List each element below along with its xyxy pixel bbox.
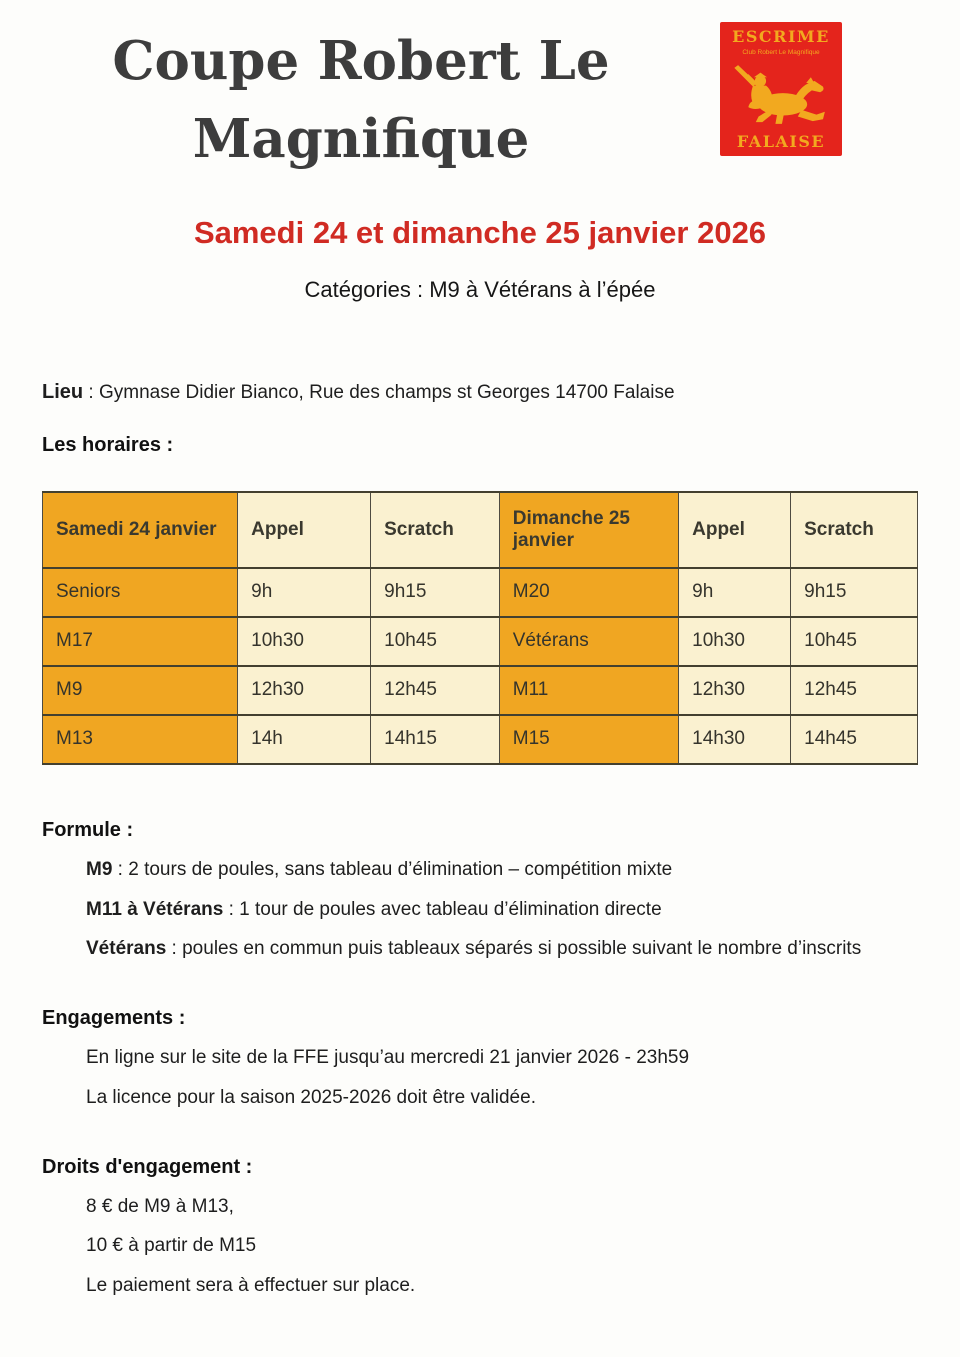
time-cell: 9h xyxy=(679,568,791,617)
formule-item xyxy=(86,937,918,961)
formule-item-text: : poules en commun puis tableaux séparés si possible suivant le nombre d’inscrits xyxy=(166,938,862,960)
category-cell: M13 xyxy=(43,715,238,764)
schedule-row xyxy=(43,617,918,666)
event-date: Samedi 24 et dimanche 25 janvier 2026 xyxy=(193,214,767,250)
category-cell: M9 xyxy=(43,666,238,715)
engagements-line: La licence pour la saison 2025-2026 doit être validée. xyxy=(86,1086,536,1108)
time-cell: 14h15 xyxy=(371,715,500,764)
time-cell: 14h xyxy=(238,715,371,764)
formule-item-label: M9 xyxy=(86,858,113,880)
formule-item-text: : 1 tour de poules avec tableau d’élimination directe xyxy=(223,898,662,920)
category-cell: M20 xyxy=(499,568,678,617)
formule-item-label: M11 à Vétérans xyxy=(86,898,224,920)
time-cell: 12h45 xyxy=(371,666,500,715)
category-cell: Seniors xyxy=(43,568,238,617)
category-cell: M15 xyxy=(499,715,678,764)
droits-line: Le paiement sera à effectuer sur place. xyxy=(86,1275,416,1297)
droits-line: 8 € de M9 à M13, xyxy=(86,1195,234,1217)
header-cell-scratch-2: Scratch xyxy=(791,492,918,568)
time-cell: 9h15 xyxy=(371,568,500,617)
category-cell: Vétérans xyxy=(499,617,678,666)
header-cell-scratch-1: Scratch xyxy=(371,492,500,568)
header xyxy=(0,0,960,179)
title-line-1: Coupe Robert Le xyxy=(112,30,610,92)
schedule-row xyxy=(43,568,918,617)
header-cell-samedi: Samedi 24 janvier xyxy=(43,492,238,568)
header-cell-appel-2: Appel xyxy=(679,492,791,568)
droits-list xyxy=(42,1195,918,1298)
time-cell: 12h30 xyxy=(679,666,791,715)
formule-item-text: : 2 tours de poules, sans tableau d’élimination – compétition mixte xyxy=(112,858,673,880)
formule-list xyxy=(42,858,918,961)
category-cell: M17 xyxy=(43,617,238,666)
time-cell: 9h15 xyxy=(791,568,918,617)
header-cell-appel-1: Appel xyxy=(238,492,371,568)
time-cell: 10h45 xyxy=(791,617,918,666)
formule-heading: Formule : xyxy=(42,818,134,841)
time-cell: 10h30 xyxy=(238,617,371,666)
location-value: : Gymnase Didier Bianco, Rue des champs st Georges 14700 Falaise xyxy=(83,381,675,403)
logo-falaise-text: FALAISE xyxy=(736,131,826,151)
time-cell: 10h30 xyxy=(679,617,791,666)
schedule-heading: Les horaires : xyxy=(42,433,174,456)
title-line-2: Magnifique xyxy=(192,108,530,171)
category-cell: M11 xyxy=(499,666,678,715)
schedule-row xyxy=(43,715,918,764)
time-cell: 10h45 xyxy=(371,617,500,666)
knight-horse-icon xyxy=(725,62,837,128)
time-cell: 9h xyxy=(238,568,371,617)
formule-item xyxy=(86,858,918,882)
main-content xyxy=(0,381,960,1298)
location-label: Lieu xyxy=(42,380,84,403)
logo-club-subtitle: Club Robert Le Magnifique xyxy=(742,48,820,56)
time-cell: 14h30 xyxy=(679,715,791,764)
location-line xyxy=(42,381,918,404)
time-cell: 14h45 xyxy=(791,715,918,764)
page-title xyxy=(42,22,680,179)
droits-line: 10 € à partir de M15 xyxy=(86,1235,257,1257)
club-logo xyxy=(720,22,842,156)
engagements-heading: Engagements : xyxy=(42,1007,186,1030)
engagements-list xyxy=(42,1046,918,1110)
header-cell-dimanche: Dimanche 25 janvier xyxy=(499,492,678,568)
time-cell: 12h45 xyxy=(791,666,918,715)
engagements-line: En ligne sur le site de la FFE jusqu’au mercredi 21 janvier 2026 - 23h59 xyxy=(86,1047,690,1069)
formule-item xyxy=(86,898,918,922)
logo-escrime-text: ESCRIME xyxy=(732,27,830,46)
schedule-header-row xyxy=(43,492,918,568)
time-cell: 12h30 xyxy=(238,666,371,715)
schedule-table xyxy=(42,491,918,765)
categories-line: Catégories : M9 à Vétérans à l’épée xyxy=(304,276,656,302)
droits-heading: Droits d'engagement : xyxy=(42,1155,253,1178)
schedule-row xyxy=(43,666,918,715)
formule-item-label: Vétérans xyxy=(86,938,167,960)
